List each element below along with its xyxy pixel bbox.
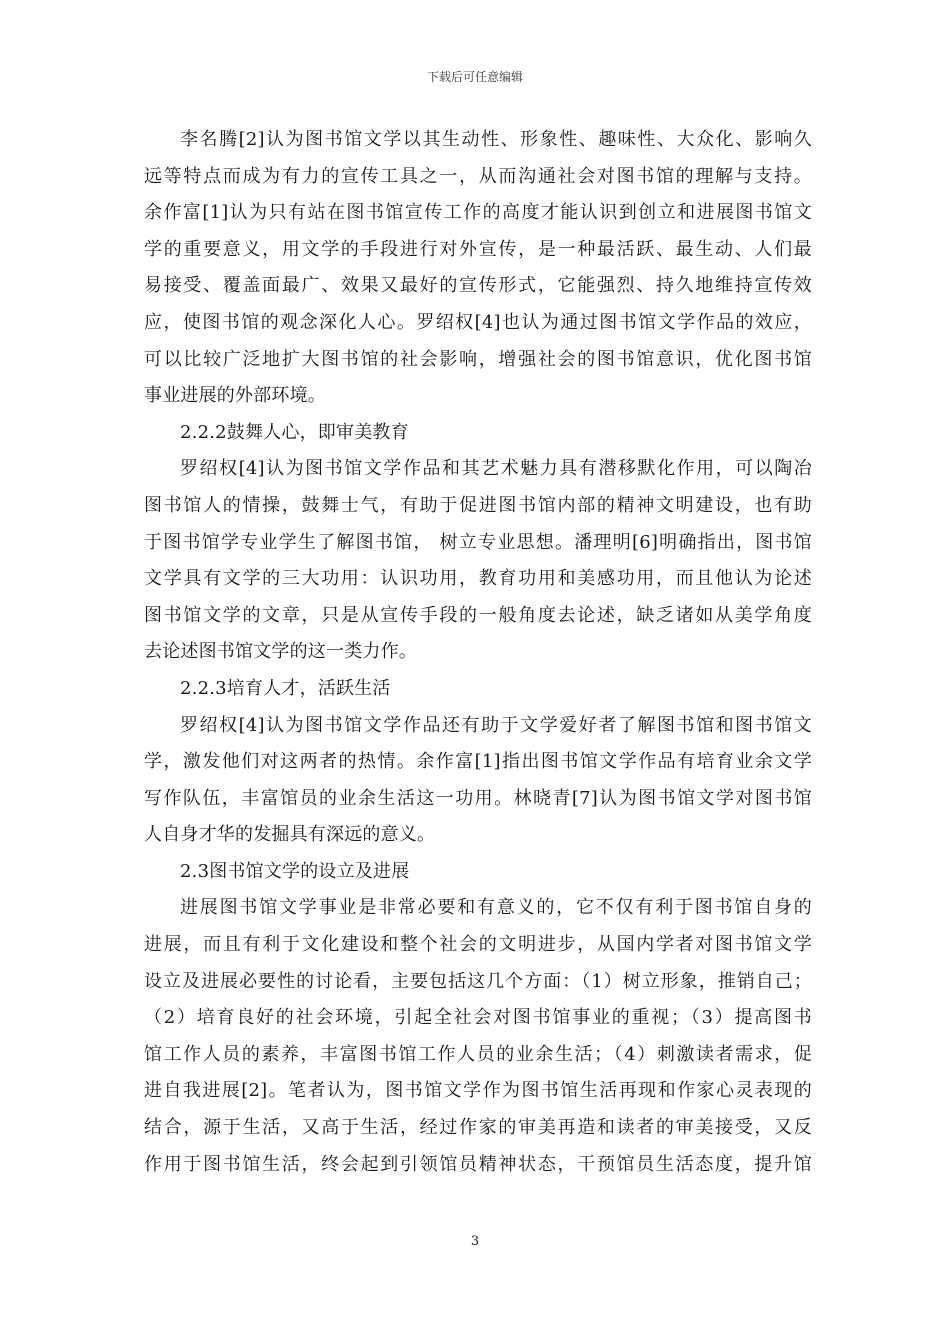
- text-line: 去论述图书馆文学的这一类力作。: [144, 641, 417, 663]
- text-line: 结合，源于生活，又高于生活，经过作家的审美再造和读者的审美接受，又反: [144, 1117, 812, 1139]
- text-line: 可以比较广泛地扩大图书馆的社会影响，增强社会的图书馆意识，优化图书馆: [144, 348, 812, 370]
- text-line: 2.2.3培育人才，活跃生活: [180, 677, 391, 699]
- text-line: 图书馆文学的文章，只是从宣传手段的一般角度去论述，缺乏诸如从美学角度: [144, 604, 812, 626]
- text-line: 馆工作人员的素养，丰富图书馆工作人员的业余生活；（4）刺激读者需求，促: [144, 1043, 812, 1065]
- text-line: 图书馆人的情操，鼓舞士气，有助于促进图书馆内部的精神文明建设，也有助: [144, 494, 812, 516]
- text-line: （2）培育良好的社会环境，引起全社会对图书馆事业的重视；（3）提高图书: [144, 1007, 812, 1029]
- document-body: [144, 122, 812, 1183]
- text-line: 进自我进展[2]。笔者认为，图书馆文学作为图书馆生活再现和作家心灵表现的: [144, 1080, 812, 1102]
- text-line: 2.2.2鼓舞人心，即审美教育: [180, 421, 409, 443]
- text-line: 文学具有文学的三大功用：认识功用，教育功用和美感功用，而且他认为论述: [144, 568, 812, 590]
- text-line: 李名腾[2]认为图书馆文学以其生动性、形象性、趣味性、大众化、影响久: [180, 129, 812, 150]
- text-line: 罗绍权[4]认为图书馆文学作品和其艺术魅力具有潜移默化作用，可以陶冶: [180, 458, 812, 480]
- page-header: 下载后可任意编辑: [426, 70, 523, 84]
- page-number: 3: [470, 1234, 480, 1249]
- text-line: 2.3图书馆文学的设立及进展: [180, 860, 410, 882]
- text-line: 学的重要意义，用文学的手段进行对外宣传，是一种最活跃、最生动、人们最: [144, 238, 812, 260]
- text-line: 易接受、覆盖面最广、效果又最好的宣传形式，它能强烈、持久地维持宣传效: [144, 275, 812, 297]
- text-line: 设立及进展必要性的讨论看，主要包括这几个方面：（1）树立形象，推销自己；: [144, 970, 812, 992]
- text-line: 罗绍权[4]认为图书馆文学作品还有助于文学爱好者了解图书馆和图书馆文: [180, 714, 812, 736]
- text-line: 余作富[1]认为只有站在图书馆宣传工作的高度才能认识到创立和进展图书馆文: [144, 202, 812, 224]
- text-line: 于图书馆学专业学生了解图书馆， 树立专业思想。潘理明[6]明确指出，图书馆: [144, 531, 812, 553]
- text-line: 作用于图书馆生活，终会起到引领馆员精神状态，干预馆员生活态度，提升馆: [144, 1153, 812, 1175]
- text-line: 事业进展的外部环境。: [144, 385, 326, 407]
- text-line: 远等特点而成为有力的宣传工具之一，从而沟通社会对图书馆的理解与支持。: [144, 165, 812, 187]
- text-line: 进展，而且有利于文化建设和整个社会的文明进步，从国内学者对图书馆文学: [144, 934, 812, 956]
- text-line: 应，使图书馆的观念深化人心。罗绍权[4]也认为通过图书馆文学作品的效应，: [144, 311, 812, 333]
- text-line: 学，激发他们对这两者的热情。余作富[1]指出图书馆文学作品有培育业余文学: [144, 751, 812, 773]
- text-line: 写作队伍，丰富馆员的业余生活这一功用。林晓青[7]认为图书馆文学对图书馆: [144, 787, 812, 809]
- text-line: 人自身才华的发掘具有深远的意义。: [144, 824, 436, 846]
- text-line: 进展图书馆文学事业是非常必要和有意义的，它不仅有利于图书馆自身的: [180, 897, 812, 919]
